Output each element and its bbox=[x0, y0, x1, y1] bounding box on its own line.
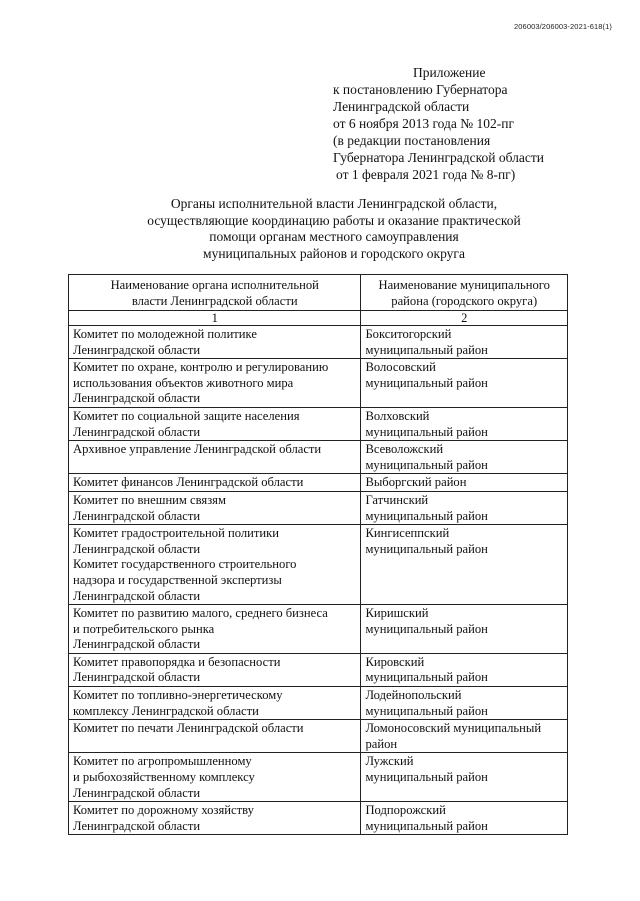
org-name-line: Ленинградской области bbox=[73, 785, 201, 800]
org-name-cell bbox=[69, 407, 361, 440]
table-row bbox=[69, 687, 568, 720]
document-id: 206003/206003-2021-618(1) bbox=[514, 22, 612, 31]
district-name-line: муниципальный район bbox=[365, 621, 488, 636]
table-row bbox=[69, 720, 568, 753]
district-name-cell bbox=[361, 802, 568, 835]
org-name-line: Ленинградской области bbox=[73, 541, 201, 556]
district-name-cell bbox=[361, 407, 568, 440]
district-name-line: Выборгский район bbox=[365, 475, 467, 490]
table-row bbox=[69, 474, 568, 492]
district-name-line: муниципальный район bbox=[365, 375, 488, 390]
appendix-line: Приложение bbox=[413, 65, 486, 80]
district-name-cell bbox=[361, 687, 568, 720]
table-row bbox=[69, 326, 568, 359]
district-name-cell bbox=[361, 359, 568, 408]
district-name-line: Киришский bbox=[365, 606, 429, 621]
district-name-line: Подпорожский bbox=[365, 803, 446, 818]
district-name-line: муниципальный район bbox=[365, 541, 488, 556]
district-name-cell bbox=[361, 491, 568, 524]
org-name-line: Ленинградской области bbox=[73, 424, 201, 439]
org-name-line: Ленинградской области bbox=[73, 818, 201, 833]
org-name-line: Комитет правопорядка и безопасности bbox=[73, 654, 281, 669]
district-name-line: муниципальный район bbox=[365, 703, 488, 718]
district-name-line: Гатчинский bbox=[365, 492, 429, 507]
org-name-cell bbox=[69, 474, 361, 492]
heading-line: муниципальных районов и городского округа bbox=[203, 245, 465, 261]
org-name-cell bbox=[69, 753, 361, 802]
table-row bbox=[69, 491, 568, 524]
district-name-line: Волховский bbox=[365, 408, 430, 423]
table-row bbox=[69, 407, 568, 440]
district-name-line: Кингисеппский bbox=[365, 526, 450, 541]
org-name-line: Комитет градостроительной политики bbox=[73, 526, 279, 541]
org-name-line: Ленинградской области bbox=[73, 670, 201, 685]
column-number: 2 bbox=[361, 311, 568, 326]
district-name-line: муниципальный район bbox=[365, 342, 488, 357]
org-name-line: и потребительского рынка bbox=[73, 621, 215, 636]
heading-line: помощи органам местного самоуправления bbox=[209, 229, 459, 244]
district-name-cell bbox=[361, 653, 568, 686]
district-name-line: муниципальный район bbox=[365, 818, 488, 833]
org-name-line: Комитет по молодежной политике bbox=[73, 327, 257, 341]
district-name-cell bbox=[361, 441, 568, 474]
district-name-line: Всеволожский bbox=[365, 442, 444, 457]
org-name-line: Комитет по социальной защите населения bbox=[73, 408, 300, 423]
district-name-line: Лодейнопольский bbox=[365, 688, 462, 703]
org-name-cell bbox=[69, 491, 361, 524]
appendix-line: Губернатора Ленинградской области bbox=[333, 150, 544, 165]
appendix-line: к постановлению Губернатора bbox=[333, 82, 508, 97]
document-heading bbox=[0, 196, 640, 262]
org-name-line: Архивное управление Ленинградской области bbox=[73, 442, 322, 457]
org-name-cell bbox=[69, 525, 361, 605]
district-name-cell bbox=[361, 605, 568, 654]
org-name-line: Ленинградской области bbox=[73, 342, 201, 357]
org-name-line: использования объектов животного мира bbox=[73, 375, 294, 390]
table-row bbox=[69, 525, 568, 605]
heading-line: Органы исполнительной власти Ленинградской области, bbox=[170, 196, 498, 211]
district-name-cell bbox=[361, 474, 568, 492]
org-name-line: Комитет по печати Ленинградской области bbox=[73, 721, 304, 736]
org-name-line: Ленинградской области bbox=[73, 588, 201, 603]
table-row bbox=[69, 605, 568, 654]
district-name-cell bbox=[361, 753, 568, 802]
org-name-line: Комитет по внешним связям bbox=[73, 492, 226, 507]
org-name-line: Комитет по развитию малого, среднего бизнеса bbox=[73, 606, 328, 621]
org-name-line: Ленинградской области bbox=[73, 508, 201, 523]
appendix-line: Ленинградской области bbox=[333, 99, 470, 114]
district-name-line: район bbox=[365, 736, 398, 751]
org-name-line: Комитет по топливно-энергетическому bbox=[73, 688, 283, 703]
table-row bbox=[69, 802, 568, 835]
table-row bbox=[69, 441, 568, 474]
appendix-line: от 6 ноября 2013 года № 102-пг bbox=[333, 116, 515, 131]
header-district-name: Наименование муниципального района (городского округа) bbox=[361, 275, 568, 311]
org-name-line: Комитет государственного строительного bbox=[73, 557, 297, 572]
district-name-line: Бокситогорский bbox=[365, 327, 452, 341]
table-row bbox=[69, 653, 568, 686]
org-name-cell bbox=[69, 326, 361, 359]
district-name-line: муниципальный район bbox=[365, 457, 488, 472]
district-name-line: муниципальный район bbox=[365, 508, 488, 523]
org-name-cell bbox=[69, 802, 361, 835]
district-name-line: Кировский bbox=[365, 654, 425, 669]
org-name-cell bbox=[69, 441, 361, 474]
appendix-line: от 1 февраля 2021 года № 8-пг) bbox=[336, 167, 516, 182]
table-row bbox=[69, 359, 568, 408]
table-header-row bbox=[69, 275, 568, 311]
district-name-cell bbox=[361, 720, 568, 753]
table-row bbox=[69, 753, 568, 802]
column-number-row bbox=[69, 311, 568, 326]
org-name-line: и рыбохозяйственному комплексу bbox=[73, 770, 255, 785]
appendix-line: (в редакции постановления bbox=[333, 133, 491, 148]
district-name-line: муниципальный район bbox=[365, 670, 488, 685]
header-org-name: Наименование органа исполнительной власти Ленинградской области bbox=[69, 275, 361, 311]
heading-line: осуществляющие координацию работы и оказание практической bbox=[147, 212, 521, 228]
district-name-line: Волосовский bbox=[365, 360, 436, 375]
column-number: 1 bbox=[69, 311, 361, 326]
org-name-cell bbox=[69, 605, 361, 654]
district-name-line: муниципальный район bbox=[365, 424, 488, 439]
org-name-line: Комитет по охране, контролю и регулированию bbox=[73, 360, 329, 375]
org-name-line: Комитет по дорожному хозяйству bbox=[73, 803, 254, 818]
org-name-cell bbox=[69, 653, 361, 686]
district-name-line: Ломоносовский муниципальный bbox=[365, 721, 542, 736]
org-name-line bbox=[73, 737, 356, 753]
organizations-table bbox=[68, 274, 568, 835]
org-name-line: Комитет финансов Ленинградской области bbox=[73, 475, 304, 490]
district-name-line: муниципальный район bbox=[365, 770, 488, 785]
district-name-cell bbox=[361, 525, 568, 605]
org-name-cell bbox=[69, 687, 361, 720]
org-name-line: Ленинградской области bbox=[73, 391, 201, 406]
org-name-cell bbox=[69, 720, 361, 753]
org-name-line: надзора и государственной экспертизы bbox=[73, 572, 282, 587]
org-name-line: комплексу Ленинградской области bbox=[73, 703, 259, 718]
org-name-cell bbox=[69, 359, 361, 408]
org-name-line: Ленинградской области bbox=[73, 637, 201, 652]
district-name-cell bbox=[361, 326, 568, 359]
org-name-line: Комитет по агропромышленному bbox=[73, 754, 252, 769]
district-name-line: Лужский bbox=[365, 754, 414, 769]
